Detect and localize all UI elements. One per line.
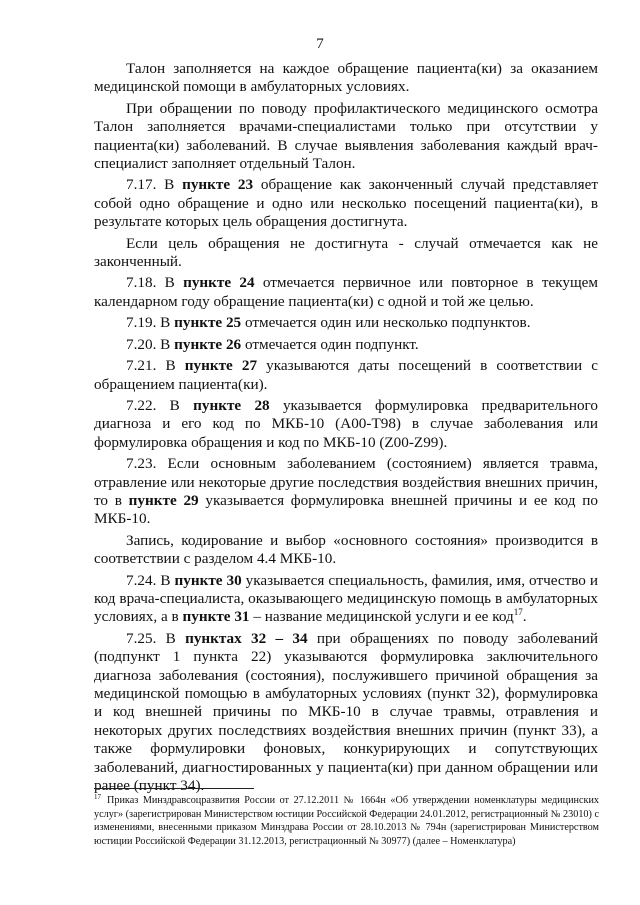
paragraph-7-20: 7.20. В пункте 26 отмечается один подпункт.	[126, 335, 419, 353]
paragraph-7-18: 7.18. В пункте 24 отмечается первичное или повторное в текущем календарном году обращение пациента(ки) с одной и той же целью.	[94, 274, 599, 310]
paragraph: Запись, кодирование и выбор «основного состояния» производится в соответствии с разделом 4.4 МКБ-10.	[94, 531, 598, 568]
paragraph-7-25: 7.25. В пунктах 32 – 34 при обращениях по поводу заболеваний (подпункт 1 пункта 22) указываются формулировка заключительного диагноза заболевания (состояния), послужившего причиной обращения за медицинской помощью в амбулаторных условиях (пункт 32), формулировка и код внешней причины по МКБ-10 в случае травмы, отравления и некоторых других последствиях воздействия внешних причин (пункт 33), а также формулировки фоновых, конкурирующих и сопутствующих заболеваний, диагностированных у пациента(ки) при данном обращении или ранее (пункт 34).	[94, 629, 598, 795]
paragraph-7-24: 7.24. В пункте 30 указывается специальность, фамилия, имя, отчество и код врача-специалиста, оказывающего медицинскую помощь в амбулаторных условиях, а в пункте 31 – название медицинской услуги и ее код$^{17}$.	[94, 571, 598, 626]
paragraph: Если цель обращения не достигнута - случай отмечается как не законченный.	[94, 234, 598, 271]
body-text	[94, 60, 598, 798]
paragraph: При обращении по поводу профилактического медицинского осмотра Талон заполняется врачами-специалистами только при отсутствии у пациента(ки) заболеваний. В случае выявления заболевания каждый врач-специалист заполняет отдельный Талон.	[94, 99, 598, 173]
paragraph-7-17: 7.17. В пункте 23 обращение как законченный случай представляет собой одно обращение и одно или несколько посещений пациента(ки), в результате которых цель обращения достигнута.	[94, 176, 598, 231]
paragraph: Талон заполняется на каждое обращение пациента(ки) за оказанием медицинской помощи в амбулаторных условиях.	[94, 60, 598, 96]
footnote-text: Приказ Минздравсоцразвития России от 27.12.2011 № 1664н «Об утверждении номенклатуры медицинских услуг» (зарегистрирован Министерством юстиции Российской Федерации 24.01.2012, регистрационный № 23010) с изменениями, внесенными приказом Минздрава России от 28.10.2013 № 794н (зарегистрирован Министерством юстиции Российской Федерации 31.12.2013, регистрационный № 30977) (далее – Номенклатура)	[94, 795, 599, 847]
page-number: 7	[316, 36, 324, 52]
footnote-reference: 17	[513, 607, 523, 618]
paragraph-7-21: 7.21. В пункте 27 указываются даты посещений в соответствии с обращением пациента(ки).	[94, 357, 598, 393]
footnote	[94, 794, 599, 848]
paragraph-7-22: 7.22. В пункте 28 указывается формулировка предварительного диагноза и его код по МКБ-10 (А00-Т98) в случае заболевания или формулировка обращения и код по МКБ-10 (Z00-Z99).	[94, 396, 599, 451]
footnote-marker: 17	[94, 792, 101, 801]
footnote-divider	[94, 788, 254, 789]
paragraph-7-19: 7.19. В пункте 25 отмечается один или несколько подпунктов.	[126, 314, 531, 332]
paragraph-7-23: 7.23. Если основным заболеванием (состоянием) является травма, отравление или некоторые другие последствия воздействия внешних причин, то в пункте 29 указывается формулировка внешней причины и ее код по МКБ-10.	[94, 455, 598, 528]
